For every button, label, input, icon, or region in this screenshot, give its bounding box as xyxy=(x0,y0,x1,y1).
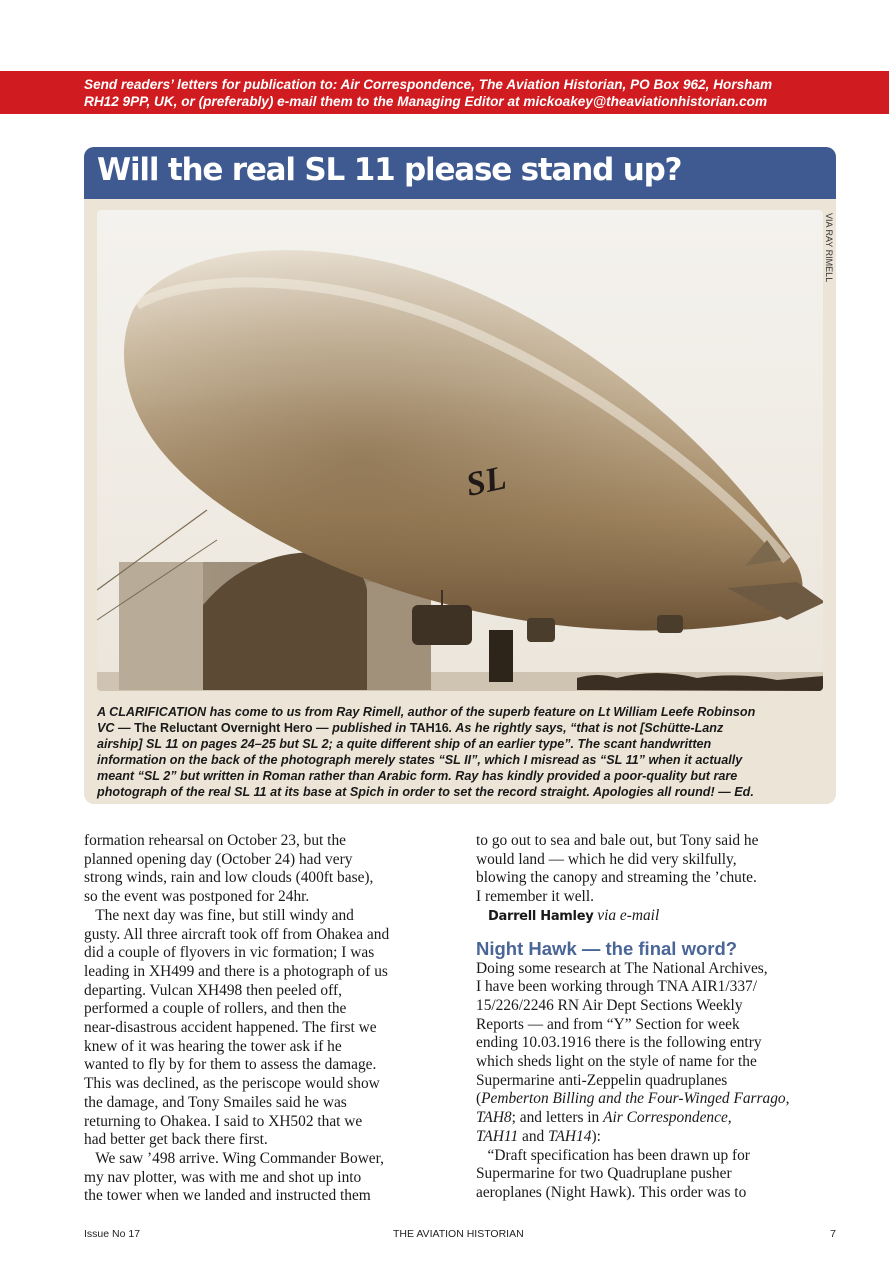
body-line: strong winds, rain and low clouds (400ft base), xyxy=(84,869,374,887)
body-line: the damage, and Tony Smailes said he was xyxy=(84,1093,347,1111)
body-line: had better get back there first. xyxy=(84,1131,268,1149)
body-line: ending 10.03.1916 there is the following entry xyxy=(476,1034,762,1052)
body-line: Supermarine for two Quadruplane pusher xyxy=(476,1165,732,1183)
body-line: Doing some research at The National Archives, xyxy=(476,959,768,977)
body-line: performed a couple of rollers, and then the xyxy=(84,1000,347,1018)
feature-box xyxy=(84,147,836,804)
photo-credit: VIA RAY RIMELL xyxy=(824,213,834,283)
body-line: to go out to sea and bale out, but Tony said he xyxy=(476,832,759,849)
submission-banner xyxy=(0,71,889,114)
caption-text: VC — xyxy=(97,721,135,735)
caption-text: — published in xyxy=(312,721,410,735)
body-line: aeroplanes (Night Hawk). This order was to xyxy=(476,1183,747,1201)
reference-line xyxy=(476,1109,836,1128)
page-footer xyxy=(84,1228,836,1244)
body-line: Supermarine anti-Zeppelin quadruplanes xyxy=(476,1071,728,1089)
caption-issue-ref: TAH16 xyxy=(409,721,449,735)
caption-text: A CLARIFICATION has come to us from Ray Rimell, author of the superb feature on Lt William Leefe Robinson xyxy=(97,705,756,719)
body-line: my nav plotter, was with me and shot up into xyxy=(84,1168,362,1186)
photo-frame xyxy=(97,210,823,691)
body-line: wanted to fly by for them to assess the damage. xyxy=(84,1056,377,1074)
ref-issue: TAH14 xyxy=(548,1127,592,1145)
body-line: The next day was fine, but still windy and xyxy=(84,906,354,924)
body-line: departing. Vulcan XH498 then peeled off, xyxy=(84,981,342,999)
ref-text: ; and letters in xyxy=(511,1109,604,1127)
caption-line xyxy=(97,784,827,800)
caption-line xyxy=(97,752,827,768)
body-line: I have been working through TNA AIR1/337/ xyxy=(476,978,757,996)
ref-text: ( xyxy=(476,1090,482,1108)
ref-issue: TAH11 xyxy=(476,1127,519,1145)
body-line: I remember it well. xyxy=(476,888,594,906)
caption-text: . As he rightly says, “that is not [Schütte-Lanz xyxy=(448,721,724,735)
signature-name: Darrell Hamley xyxy=(488,908,594,924)
page-number: 7 xyxy=(830,1228,836,1240)
body-line: the tower when we landed and instructed them xyxy=(84,1187,371,1205)
caption-text: photograph of the real SL 11 at its base at Spich in order to set the record straight. Apologies all round! — Ed. xyxy=(97,785,754,799)
banner-line-2: RH12 9PP, UK, or (preferably) e-mail them to the Managing Editor at mickoakey@theaviationhistorian.com xyxy=(84,94,768,109)
caption-article-title: The Reluctant Overnight Hero xyxy=(134,721,313,735)
reference-line xyxy=(476,1090,836,1109)
body-line: blowing the canopy and streaming the ’chute. xyxy=(476,869,757,887)
hull-lettering: SL xyxy=(462,459,510,504)
magazine-name: THE AVIATION HISTORIAN xyxy=(393,1228,524,1240)
body-line: This was declined, as the periscope would show xyxy=(84,1075,380,1093)
body-line: so the event was postponed for 24hr. xyxy=(84,888,310,906)
photo-caption xyxy=(97,704,827,800)
caption-line xyxy=(97,720,827,736)
caption-text: information on the back of the photograph merely states “SL II”, which I misread as “SL 11” when it actually xyxy=(97,753,743,767)
feature-title: Will the real SL 11 please stand up? xyxy=(84,147,836,199)
banner-line-1: Send readers’ letters for publication to: Air Correspondence, The Aviation Historian, PO Box 962, Horsham xyxy=(84,77,773,92)
letter-signature xyxy=(476,907,836,927)
caption-line xyxy=(97,736,827,752)
body-line: did a couple of flyovers in vic formation; I was xyxy=(84,944,375,962)
body-line: formation rehearsal on October 23, but the xyxy=(84,832,346,849)
body-line: planned opening day (October 24) had very xyxy=(84,850,353,868)
airship-illustration xyxy=(97,210,823,691)
ref-title: Air Correspondence, xyxy=(603,1109,732,1127)
caption-line xyxy=(97,768,827,784)
body-line: gusty. All three aircraft took off from Ohakea and xyxy=(84,925,390,943)
ref-text: ): xyxy=(591,1127,601,1145)
caption-line xyxy=(97,704,827,720)
body-line: knew of it was hearing the tower ask if he xyxy=(84,1037,342,1055)
right-column xyxy=(476,832,836,1203)
body-line: 15/226/2246 RN Air Dept Sections Weekly xyxy=(476,996,743,1014)
body-line: Reports — and from “Y” Section for week xyxy=(476,1015,740,1033)
signature-via: via e-mail xyxy=(597,906,660,924)
body-line: returning to Ohakea. I said to XH502 that we xyxy=(84,1112,363,1130)
ref-text: and xyxy=(518,1127,549,1145)
ref-issue: TAH8 xyxy=(476,1109,512,1127)
reference-line xyxy=(476,1128,836,1147)
caption-text: airship] SL 11 on pages 24–25 but SL 2; a quite different ship of an earlier type”. The scant handwritten xyxy=(97,737,712,751)
body-line: which sheds light on the style of name for the xyxy=(476,1053,757,1071)
body-line: leading in XH499 and there is a photograph of us xyxy=(84,962,388,980)
body-line: would land — which he did very skilfully, xyxy=(476,850,737,868)
ref-title: Pemberton Billing and the Four-Winged Farrago, xyxy=(481,1090,790,1108)
caption-text: meant “SL 2” but written in Roman rather than Arabic form. Ray has kindly provided a poor-quality but rare xyxy=(97,769,738,783)
body-line: near-disastrous accident happened. The first we xyxy=(84,1019,377,1037)
left-column xyxy=(84,832,444,1206)
body-line: “Draft specification has been drawn up for xyxy=(476,1146,750,1164)
body-line: We saw ’498 arrive. Wing Commander Bower, xyxy=(84,1149,384,1167)
section-subhead: Night Hawk — the final word? xyxy=(476,937,738,959)
issue-number: Issue No 17 xyxy=(84,1228,141,1240)
